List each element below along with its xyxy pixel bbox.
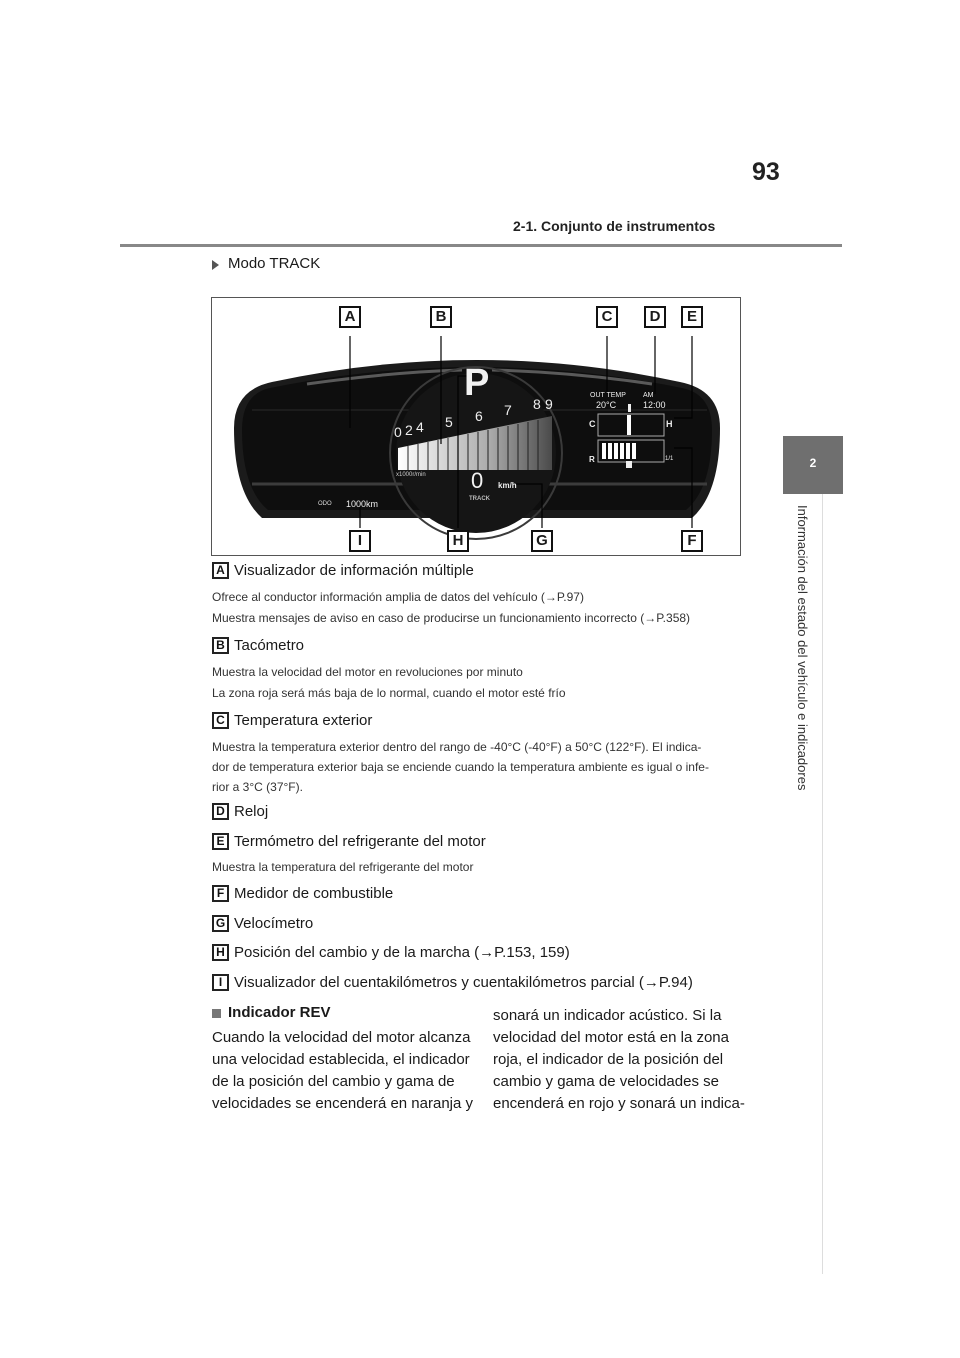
out-temp-value: 20°C: [596, 400, 617, 410]
item-badge-a: A: [212, 562, 229, 579]
item-badge-i: I: [212, 974, 229, 991]
square-bullet-icon: [212, 1009, 221, 1018]
item-title-g: Velocímetro: [234, 915, 314, 932]
item-title-e: Termómetro del refrigerante del motor: [234, 833, 486, 850]
callout-e: E: [681, 306, 703, 328]
item-desc: Muestra mensajes de aviso en caso de producirse un funcionamiento incorrecto (→P.358): [212, 611, 691, 625]
tach-number: 2: [405, 422, 413, 438]
item-badge-h: H: [212, 944, 229, 961]
item-badge-e: E: [212, 833, 229, 850]
callout-g: G: [531, 530, 553, 552]
mode-title: Modo TRACK: [228, 255, 321, 272]
mode-label: TRACK: [469, 496, 490, 502]
item-desc: La zona roja será más baja de lo normal, cuando el motor esté frío: [212, 686, 566, 700]
rev-text-line: velocidad del motor está en la zona: [493, 1029, 729, 1046]
page-number: 93: [752, 158, 780, 186]
rev-right-column: [493, 1005, 758, 1115]
speed-value: 0: [471, 468, 484, 493]
item-title-i: Visualizador del cuentakilómetros y cuentakilómetros parcial (→P.94): [234, 974, 693, 991]
rev-text-line: encenderá en rojo y sonará un indica-: [493, 1095, 745, 1112]
rev-text-line: una velocidad establecida, el indicador: [212, 1051, 470, 1068]
callout-c: C: [596, 306, 618, 328]
item-desc: rior a 3°C (37°F).: [212, 780, 303, 794]
cluster-illustration: [212, 298, 740, 555]
tach-number: 0: [394, 424, 402, 440]
clock-time: 12:00: [643, 400, 666, 410]
item-badge-g: G: [212, 915, 229, 932]
rev-title: Indicador REV: [228, 1004, 331, 1021]
callout-d: D: [644, 306, 666, 328]
callout-a: A: [339, 306, 361, 328]
tach-number: 7: [504, 402, 512, 418]
odo-value: 1000km: [346, 499, 379, 509]
fuel-low-label: R: [589, 455, 595, 464]
speed-unit: km/h: [498, 481, 517, 490]
callout-i: I: [349, 530, 371, 552]
item-title-a: Visualizador de información múltiple: [234, 562, 474, 579]
tach-number: 4: [416, 419, 424, 435]
callout-f: F: [681, 530, 703, 552]
item-desc: Ofrece al conductor información amplia de datos del vehículo (→P.97): [212, 590, 584, 604]
coolant-low-label: C: [589, 419, 596, 429]
fuel-pump-icon: [626, 461, 632, 468]
item-badge-c: C: [212, 712, 229, 729]
callout-b: B: [430, 306, 452, 328]
item-badge-b: B: [212, 637, 229, 654]
tach-unit: x1000r/min: [396, 472, 426, 478]
out-temp-label: OUT TEMP: [590, 392, 626, 399]
odo-label: ODO: [318, 501, 332, 507]
item-badge-f: F: [212, 885, 229, 902]
item-title-d: Reloj: [234, 803, 269, 820]
tach-number: 9: [545, 396, 553, 412]
item-desc: Muestra la temperatura del refrigerante del motor: [212, 860, 474, 874]
chapter-title: Información del estado del vehículo e indicadores: [795, 505, 810, 791]
item-title-c: Temperatura exterior: [234, 712, 373, 729]
gear-indicator: P: [464, 362, 490, 404]
tach-number: 5: [445, 414, 453, 430]
rev-text-line: sonará un indicador acústico. Si la: [493, 1007, 722, 1024]
item-desc: dor de temperatura exterior baja se enciende cuando la temperatura ambiente es igual o infe-: [212, 760, 709, 774]
rev-text-line: cambio y gama de velocidades se: [493, 1073, 719, 1090]
chapter-number: 2: [809, 456, 817, 470]
header-rule: [120, 244, 842, 247]
item-desc: Muestra la velocidad del motor en revoluciones por minuto: [212, 665, 523, 679]
thermometer-icon: [628, 404, 631, 412]
coolant-high-label: H: [666, 419, 673, 429]
item-title-f: Medidor de combustible: [234, 885, 394, 902]
item-title-b: Tacómetro: [234, 637, 305, 654]
rev-text-line: roja, el indicador de la posición del: [493, 1051, 724, 1068]
fuel-full-label: 1/1: [665, 456, 674, 462]
section-title: 2-1. Conjunto de instrumentos: [513, 218, 716, 234]
chapter-title-vertical: [788, 505, 812, 815]
item-desc: Muestra la temperatura exterior dentro del rango de -40°C (-40°F) a 50°C (122°F). El indica-: [212, 740, 702, 754]
triangle-bullet-icon: [212, 260, 219, 270]
chapter-tab: [783, 436, 843, 494]
tach-number: 8: [533, 396, 541, 412]
item-title-h: Posición del cambio y de la marcha (→P.153, 159): [234, 944, 570, 961]
clock-ampm: AM: [643, 392, 654, 399]
rev-left-column: [212, 1027, 477, 1115]
rev-text-line: de la posición del cambio y gama de: [212, 1073, 455, 1090]
rev-text-line: Cuando la velocidad del motor alcanza: [212, 1029, 471, 1046]
instrument-cluster-figure: [211, 297, 741, 556]
callout-h: H: [447, 530, 469, 552]
rev-text-line: velocidades se encenderá en naranja y: [212, 1095, 474, 1112]
item-badge-d: D: [212, 803, 229, 820]
tach-number: 6: [475, 408, 483, 424]
side-rule: [822, 494, 823, 1274]
